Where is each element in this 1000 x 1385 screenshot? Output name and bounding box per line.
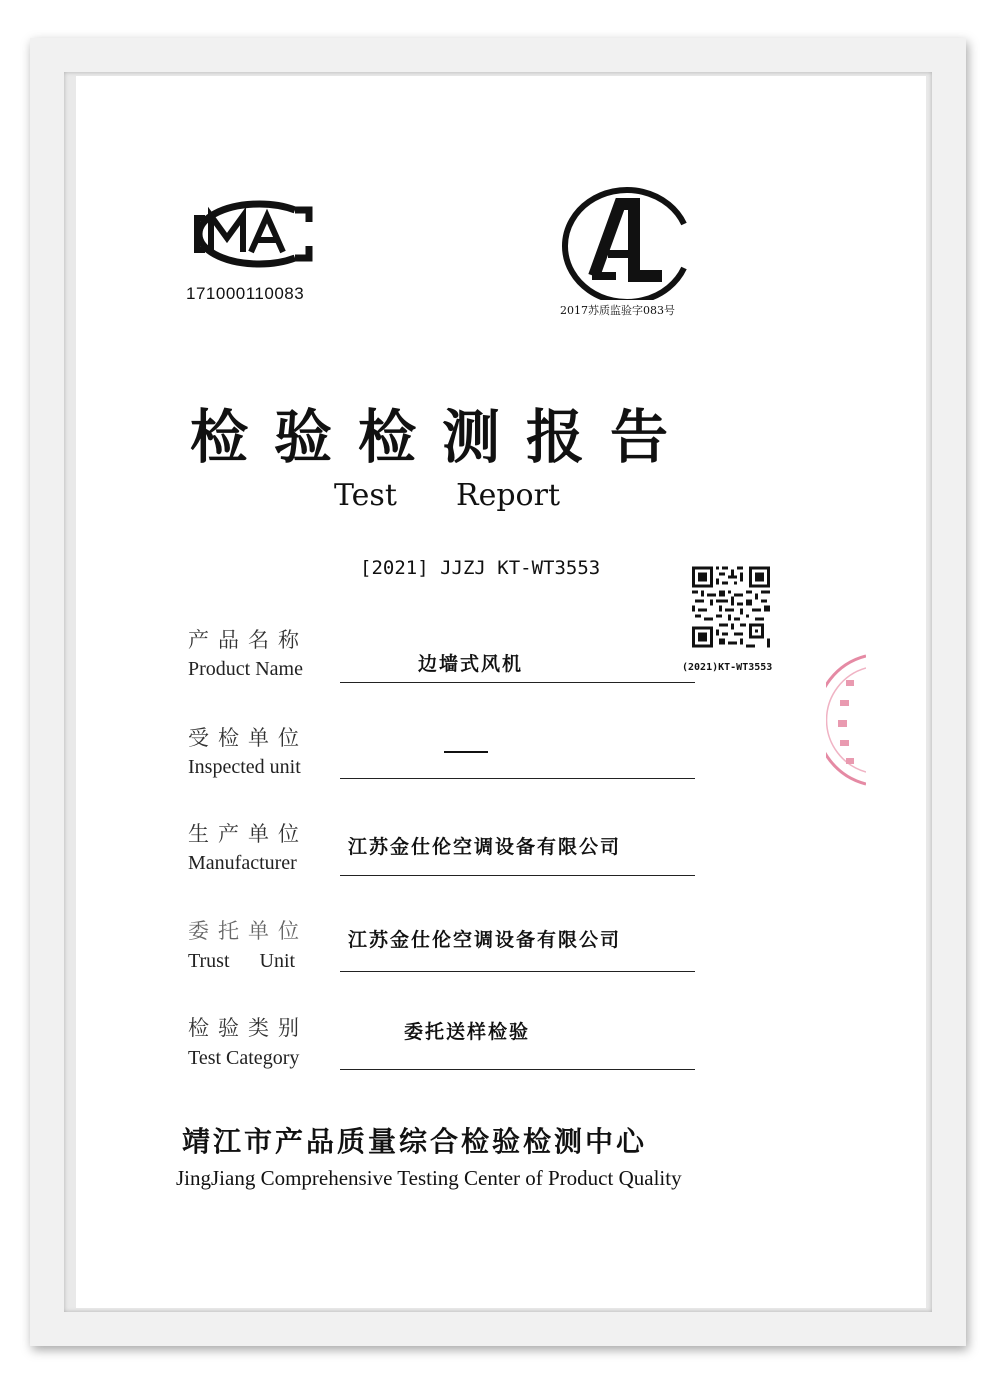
field-label-en-test-category: Test Category <box>188 1047 300 1069</box>
title-english-report: Report <box>456 478 561 513</box>
field-label-cn-product-name: 产品名称 <box>188 628 308 652</box>
field-value-product-name: 边墙式风机 <box>418 653 524 675</box>
field-label-cn-manufacturer: 生产单位 <box>188 822 308 846</box>
empty-value-dash <box>444 751 488 753</box>
cma-logo <box>183 196 315 272</box>
field-label-en-manufacturer: Manufacturer <box>188 852 297 874</box>
field-value-manufacturer: 江苏金仕伦空调设备有限公司 <box>348 836 622 858</box>
field-value-test-category: 委托送样检验 <box>404 1021 531 1043</box>
cal-code: 2017苏质监验字083号 <box>560 304 675 317</box>
issuer-name-english: JingJiang Comprehensive Testing Center of Product Quality <box>176 1166 682 1190</box>
field-underline <box>340 778 695 779</box>
cal-logo <box>558 184 698 300</box>
cma-code: 171000110083 <box>186 284 305 303</box>
seal-stamp <box>826 650 866 790</box>
field-underline <box>340 1069 695 1070</box>
field-label-en-inspected-unit: Inspected unit <box>188 756 301 778</box>
field-underline <box>340 682 695 683</box>
title-english-test: Test <box>334 478 397 513</box>
field-label-en-product-name: Product Name <box>188 658 303 680</box>
field-label-cn-trust-unit: 委托单位 <box>188 919 308 943</box>
issuer-name-chinese: 靖江市产品质量综合检验检测中心 <box>182 1125 648 1158</box>
title-chinese: 检验检测报告 <box>190 403 695 471</box>
qr-caption: (2021)KT-WT3553 <box>682 662 773 673</box>
field-underline <box>340 971 695 972</box>
qr-code <box>692 566 770 648</box>
field-label-cn-inspected-unit: 受检单位 <box>188 726 308 750</box>
field-underline <box>340 875 695 876</box>
field-label-cn-test-category: 检验类别 <box>188 1016 308 1040</box>
field-label-en-trust-unit: Trust Unit <box>188 950 296 972</box>
report-number: [2021] JJZJ KT-WT3553 <box>360 557 601 579</box>
field-value-trust-unit: 江苏金仕伦空调设备有限公司 <box>348 929 622 951</box>
